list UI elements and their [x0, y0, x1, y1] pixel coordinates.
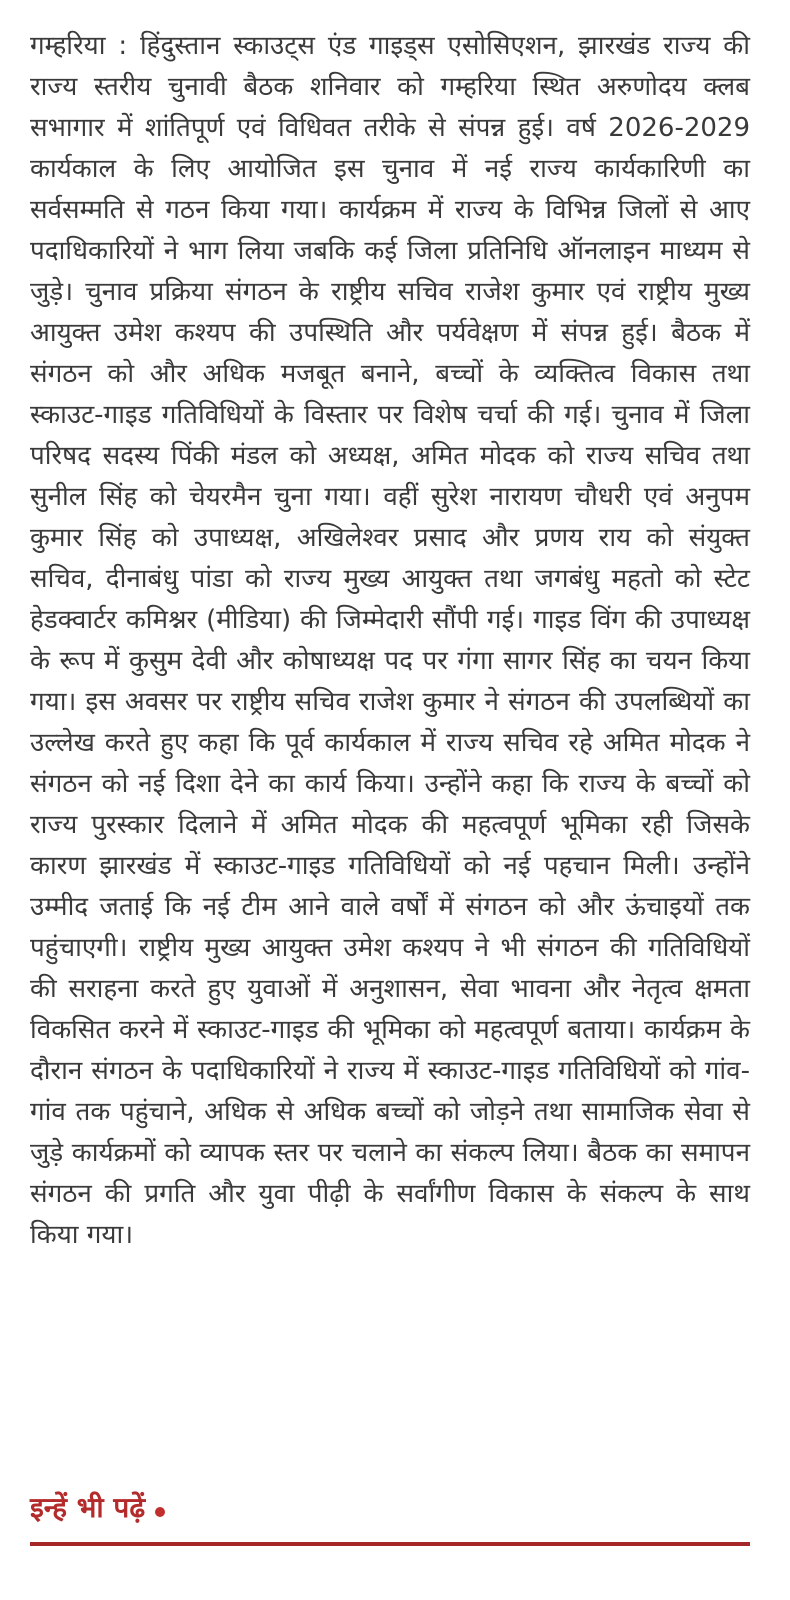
- bullet-dot-icon: [155, 1507, 165, 1517]
- article-body: [30, 26, 750, 1256]
- read-more-heading-row: [30, 1482, 750, 1532]
- read-more-section: [30, 1482, 750, 1546]
- read-more-heading[interactable]: इन्हें भी पढ़ें: [30, 1491, 146, 1524]
- article-paragraph: गम्हरिया : हिंदुस्तान स्काउट्स एंड गाइड्स एसोसिएशन, झारखंड राज्य की राज्य स्तरीय चुनावी बैठक शनिवार को गम्हरिया स्थित अरुणोदय क्लब सभागार में शांतिपूर्ण एवं विधिवत तरीके से संपन्न हुई। वर्ष 2026-2029 कार्यकाल के लिए आयोजित इस चुनाव में नई राज्य कार्यकारिणी का सर्वसम्मति से गठन किया गया। कार्यक्रम में राज्य के विभिन्न जिलों से आए पदाधिकारियों ने भाग लिया जबकि कई जिला प्रतिनिधि ऑनलाइन माध्यम से जुड़े। चुनाव प्रक्रिया संगठन के राष्ट्रीय सचिव राजेश कुमार एवं राष्ट्रीय मुख्य आयुक्त उमेश कश्यप की उपस्थिति और पर्यवेक्षण में संपन्न हुई। बैठक में संगठन को और अधिक मजबूत बनाने, बच्चों के व्यक्तित्व विकास तथा स्काउट-गाइड गतिविधियों के विस्तार पर विशेष चर्चा की गई। चुनाव में जिला परिषद सदस्य पिंकी मंडल को अध्यक्ष, अमित मोदक को राज्य सचिव तथा सुनील सिंह को चेयरमैन चुना गया। वहीं सुरेश नारायण चौधरी एवं अनुपम कुमार सिंह को उपाध्यक्ष, अखिलेश्वर प्रसाद और प्रणय राय को संयुक्त सचिव, दीनाबंधु पांडा को राज्य मुख्य आयुक्त तथा जगबंधु महतो को स्टेट हेडक्वार्टर कमिश्नर (मीडिया) की जिम्मेदारी सौंपी गई। गाइड विंग की उपाध्यक्ष के रूप में कुसुम देवी और कोषाध्यक्ष पद पर गंगा सागर सिंह का चयन किया गया। इस अवसर पर राष्ट्रीय सचिव राजेश कुमार ने संगठन की उपलब्धियों का उल्लेख करते हुए कहा कि पूर्व कार्यकाल में राज्य सचिव रहे अमित मोदक ने संगठन को नई दिशा देने का कार्य किया। उन्होंने कहा कि राज्य के बच्चों को राज्य पुरस्कार दिलाने में अमित मोदक की महत्वपूर्ण भूमिका रही जिसके कारण झारखंड में स्काउट-गाइड गतिविधियों को नई पहचान मिली। उन्होंने उम्मीद जताई कि नई टीम आने वाले वर्षों में संगठन को और ऊंचाइयों तक पहुंचाएगी। राष्ट्रीय मुख्य आयुक्त उमेश कश्यप ने भी संगठन की गतिविधियों की सराहना करते हुए युवाओं में अनुशासन, सेवा भावना और नेतृत्व क्षमता विकसित करने में स्काउट-गाइड की भूमिका को महत्वपूर्ण बताया। कार्यक्रम के दौरान संगठन के पदाधिकारियों ने राज्य में स्काउट-गाइड गतिविधियों को गांव-गांव तक पहुंचाने, अधिक से अधिक बच्चों को जोड़ने तथा सामाजिक सेवा से जुड़े कार्यक्रमों को व्यापक स्तर पर चलाने का संकल्प लिया। बैठक का समापन संगठन की प्रगति और युवा पीढ़ी के सर्वांगीण विकास के संकल्प के साथ किया गया।: [30, 31, 750, 1250]
- section-divider: [30, 1542, 750, 1546]
